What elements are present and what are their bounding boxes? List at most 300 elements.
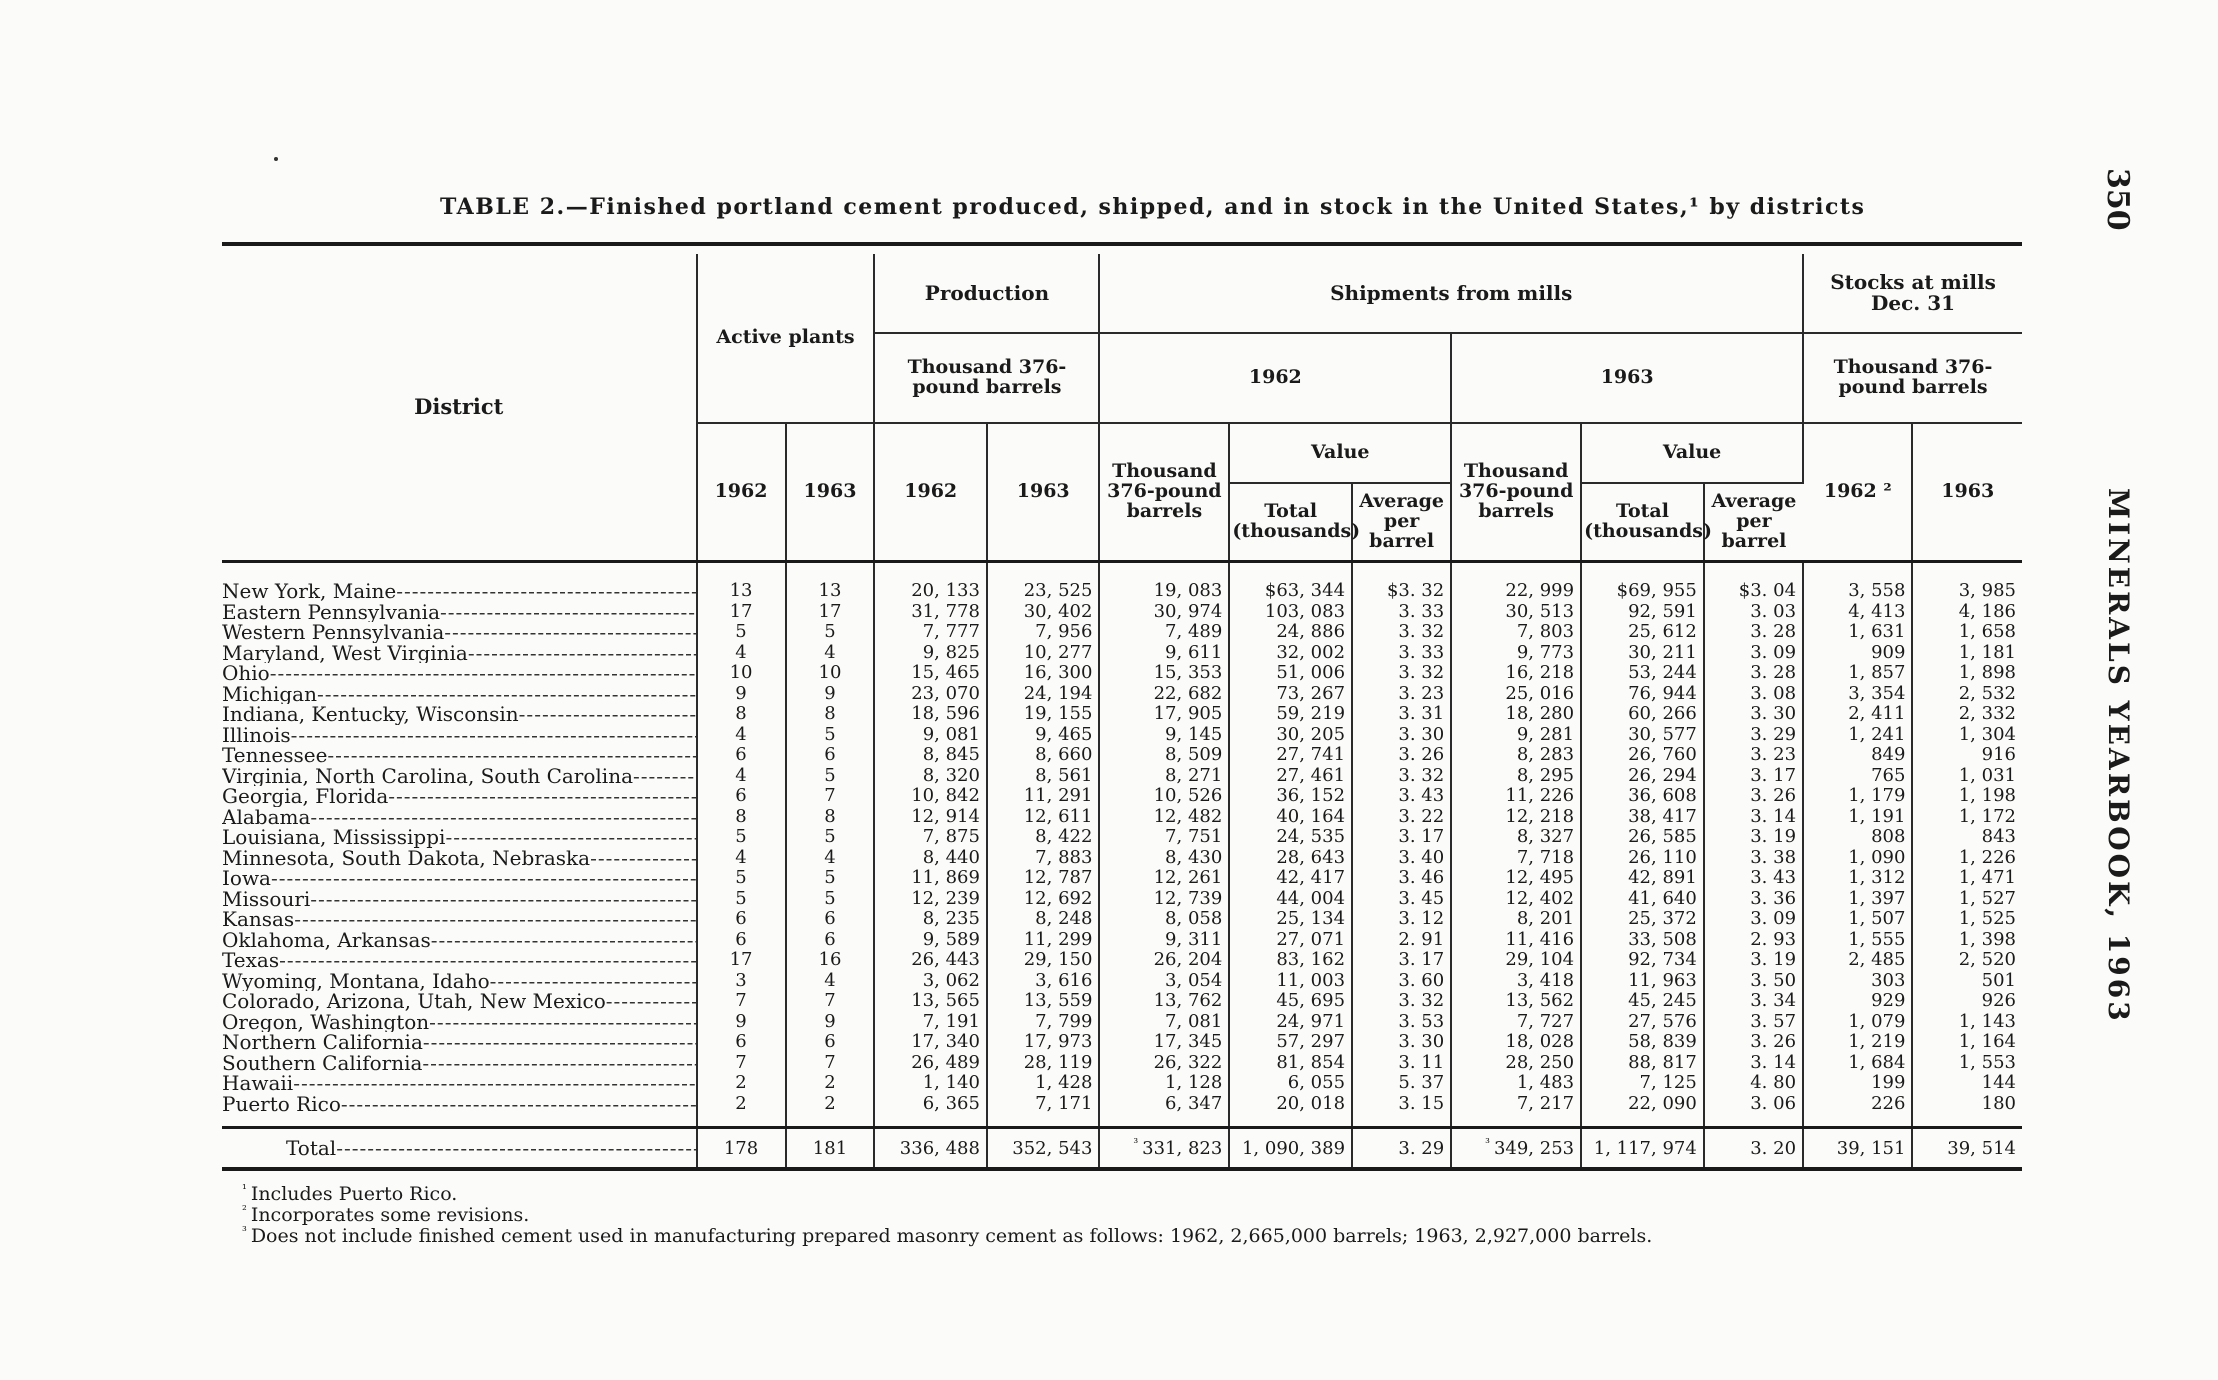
plants-1963-cell: 4 [786, 848, 875, 869]
plants-1963-cell: 5 [786, 827, 875, 848]
ship63-average-cell: 3. 17 [1704, 766, 1803, 787]
ship62-average-cell: 3. 31 [1352, 704, 1451, 725]
production-1963-cell: 12, 787 [987, 868, 1099, 889]
stocks-1963-cell: 1, 553 [1958, 1051, 2016, 1073]
total-plants-1962: 178 [697, 1128, 786, 1170]
table-row [222, 602, 2022, 623]
ship63-average-cell: 4. 80 [1704, 1073, 1803, 1094]
ship63-total-cell: 11, 963 [1581, 971, 1704, 992]
ship62-barrels-cell: 17, 345 [1099, 1032, 1229, 1053]
plants-1962-cell: 8 [697, 704, 786, 725]
production-1962-cell: 15, 465 [874, 663, 986, 684]
production-1962-cell: 31, 778 [874, 602, 986, 623]
ship63-barrels-cell: 11, 416 [1451, 930, 1581, 951]
production-1962-cell: 6, 365 [874, 1094, 986, 1128]
plants-1962-cell: 7 [697, 1053, 786, 1074]
ship63-total-cell: 30, 577 [1581, 725, 1704, 746]
production-1962-cell: 11, 869 [874, 868, 986, 889]
header-ship63-average: Average per barrel [1704, 483, 1803, 562]
footnote-ref: ³ [1133, 1135, 1139, 1150]
stocks-1963-cell: 2, 520 [1958, 949, 2016, 970]
stocks-1963-cell: 1, 471 [1958, 867, 2016, 888]
plants-1963-cell: 6 [786, 930, 875, 951]
ship62-total-cell: 6, 055 [1229, 1073, 1352, 1094]
ship62-barrels-cell: 12, 482 [1099, 807, 1229, 828]
header-production-1962: 1962 [874, 423, 986, 562]
district-cell: Oklahoma, Arkansas ----- [222, 930, 697, 951]
ship62-barrels-cell: 9, 145 [1099, 725, 1229, 746]
total-stocks-1963: 39, 514 [1912, 1128, 2022, 1170]
table-row [222, 684, 2022, 705]
header-plants-1963: 1963 [786, 423, 875, 562]
total-production-1962: 336, 488 [874, 1128, 986, 1170]
plants-1962-cell: 5 [697, 622, 786, 643]
ship63-total-cell: 30, 211 [1581, 643, 1704, 664]
table-row [222, 868, 2022, 889]
ship63-total-cell: 26, 110 [1581, 848, 1704, 869]
production-1963-cell: 19, 155 [987, 704, 1099, 725]
total-label: Total ----- [222, 1128, 697, 1170]
total-row [222, 1128, 2022, 1170]
production-1962-cell: 8, 235 [874, 909, 986, 930]
stocks-1963-cell: 180 [1981, 1092, 2016, 1114]
production-1963-cell: 16, 300 [987, 663, 1099, 684]
production-1962-cell: 20, 133 [874, 562, 986, 602]
district-cell: Western Pennsylvania ----- [222, 622, 697, 643]
footnote-3: $^{^3}$ Does not include finished cement used in manufacturing prepared masonry cement as follows: 1962, 2,665,000 barrels; 1963, 2,927,000 barrels. [242, 1223, 1653, 1247]
stocks-1962-cell: 909 [1803, 643, 1912, 664]
plants-1962-cell: 9 [697, 1012, 786, 1033]
ship62-barrels-cell: 26, 322 [1099, 1053, 1229, 1074]
footnote-2: $^{^2}$ Incorporates some revisions. [242, 1202, 530, 1226]
stocks-1963-cell: 926 [1981, 990, 2016, 1011]
ship62-barrels-cell: 9, 311 [1099, 930, 1229, 951]
ship63-average-cell: 3. 19 [1704, 950, 1803, 971]
stocks-1963-cell: 4, 186 [1958, 600, 2016, 622]
ship62-average-cell: 5. 37 [1352, 1073, 1451, 1094]
production-1963-cell: 8, 561 [987, 766, 1099, 787]
district-cell: Hawaii ----- [222, 1073, 697, 1094]
ship63-average-cell: 3. 29 [1704, 725, 1803, 746]
district-cell: Iowa ----- [222, 868, 697, 889]
stocks-1963-cell: 1, 527 [1958, 887, 2016, 909]
ship62-total-cell: 81, 854 [1229, 1053, 1352, 1074]
ship63-total-cell: 25, 612 [1581, 622, 1704, 643]
ship63-total-cell: 36, 608 [1581, 786, 1704, 807]
stocks-1963-cell: 3, 985 [1958, 580, 2016, 601]
plants-1962-cell: 6 [697, 786, 786, 807]
stocks-1963-cell: 916 [1981, 744, 2016, 765]
ship62-average-cell: 3. 15 [1352, 1094, 1451, 1128]
production-1962-cell: 17, 340 [874, 1032, 986, 1053]
header-ship63-total: Total (thousands) [1581, 483, 1704, 562]
stocks-1962-cell: 1, 191 [1803, 807, 1912, 828]
ship62-total-cell: 24, 535 [1229, 827, 1352, 848]
table-row [222, 622, 2022, 643]
production-1962-cell: 9, 589 [874, 930, 986, 951]
ship63-barrels-cell: 25, 016 [1451, 684, 1581, 705]
production-1963-cell: 23, 525 [987, 562, 1099, 602]
total-ship63-total: 1, 117, 974 [1581, 1128, 1704, 1170]
production-1962-cell: 8, 320 [874, 766, 986, 787]
ship63-average-cell: 3. 09 [1704, 643, 1803, 664]
total-ship63-barrels: $^{^3}$ 349, 253 [1451, 1128, 1581, 1170]
stocks-1962-cell: 1, 631 [1803, 622, 1912, 643]
stocks-1963-cell: 144 [1981, 1072, 2016, 1093]
table-row [222, 1012, 2022, 1033]
production-1963-cell: 10, 277 [987, 643, 1099, 664]
ship63-barrels-cell: 13, 562 [1451, 991, 1581, 1012]
header-district: District [222, 254, 697, 562]
header-production-units: Thousand 376-pound barrels [874, 333, 1099, 423]
header-production-1963: 1963 [987, 423, 1099, 562]
ship62-barrels-cell: 8, 271 [1099, 766, 1229, 787]
ship62-average-cell: 3. 60 [1352, 971, 1451, 992]
ship62-total-cell: 30, 205 [1229, 725, 1352, 746]
plants-1962-cell: 4 [697, 766, 786, 787]
district-cell: Missouri ----- [222, 889, 697, 910]
plants-1963-cell: 5 [786, 868, 875, 889]
production-1963-cell: 8, 248 [987, 909, 1099, 930]
production-1963-cell: 11, 291 [987, 786, 1099, 807]
production-1963-cell: 9, 465 [987, 725, 1099, 746]
district-cell: Oregon, Washington ----- [222, 1012, 697, 1033]
stocks-1963-cell: 1, 226 [1958, 846, 2016, 868]
table-row [222, 766, 2022, 787]
header-production: Production [874, 254, 1099, 333]
ship63-average-cell: 3. 38 [1704, 848, 1803, 869]
ship62-total-cell: 25, 134 [1229, 909, 1352, 930]
district-cell: Colorado, Arizona, Utah, New Mexico ----- [222, 991, 697, 1012]
plants-1962-cell: 6 [697, 1032, 786, 1053]
total-ship63-average: 3. 20 [1704, 1128, 1803, 1170]
plants-1962-cell: 5 [697, 889, 786, 910]
ship63-barrels-cell: 8, 295 [1451, 766, 1581, 787]
ship62-total-cell: 42, 417 [1229, 868, 1352, 889]
table-row [222, 909, 2022, 930]
ship62-average-cell: 3. 11 [1352, 1053, 1451, 1074]
plants-1962-cell: 4 [697, 643, 786, 664]
plants-1962-cell: 6 [697, 930, 786, 951]
header-ship62-barrels: Thousand 376-pound barrels [1099, 423, 1229, 562]
table-row [222, 1094, 2022, 1128]
ship63-total-cell: 7, 125 [1581, 1073, 1704, 1094]
footnote-ref: ³ [1485, 1135, 1490, 1150]
production-1962-cell: 7, 191 [874, 1012, 986, 1033]
plants-1963-cell: 5 [786, 725, 875, 746]
plants-1962-cell: 17 [697, 602, 786, 623]
ship63-total-cell: 88, 817 [1581, 1053, 1704, 1074]
district-cell: Northern California ----- [222, 1032, 697, 1053]
production-1963-cell: 7, 171 [987, 1094, 1099, 1128]
stocks-1963-cell: 1, 658 [1958, 621, 2016, 642]
ship63-barrels-cell: 12, 495 [1451, 868, 1581, 889]
production-1963-cell: 12, 611 [987, 807, 1099, 828]
district-cell: Minnesota, South Dakota, Nebraska ----- [222, 848, 697, 869]
ship62-barrels-cell: 9, 611 [1099, 643, 1229, 664]
header-ship63-barrels: Thousand 376-pound barrels [1451, 423, 1581, 562]
plants-1963-cell: 8 [786, 704, 875, 725]
stocks-1962-cell: 2, 411 [1803, 704, 1912, 725]
ship62-average-cell: 3. 17 [1352, 950, 1451, 971]
production-1962-cell: 26, 489 [874, 1053, 986, 1074]
plants-1962-cell: 3 [697, 971, 786, 992]
ship62-total-cell: 24, 971 [1229, 1012, 1352, 1033]
ship63-barrels-cell: 28, 250 [1451, 1053, 1581, 1074]
ship62-total-cell: 59, 219 [1229, 704, 1352, 725]
ship63-total-cell: 22, 090 [1581, 1094, 1704, 1128]
plants-1963-cell: 5 [786, 889, 875, 910]
ship62-barrels-cell: 13, 762 [1099, 991, 1229, 1012]
ship62-average-cell: 3. 17 [1352, 827, 1451, 848]
ship63-total-cell: 33, 508 [1581, 930, 1704, 951]
table-row [222, 950, 2022, 971]
plants-1962-cell: 10 [697, 663, 786, 684]
top-rule [222, 242, 2022, 254]
ship62-average-cell: 2. 91 [1352, 930, 1451, 951]
district-cell: Illinois ----- [222, 725, 697, 746]
ship63-barrels-cell: 9, 773 [1451, 643, 1581, 664]
ship63-total-cell: 26, 294 [1581, 766, 1704, 787]
plants-1962-cell: 13 [697, 562, 786, 602]
ship62-barrels-cell: 8, 430 [1099, 848, 1229, 869]
plants-1963-cell: 7 [786, 991, 875, 1012]
table-row [222, 1073, 2022, 1094]
stocks-1962-cell: 765 [1803, 766, 1912, 787]
ship63-average-cell: 3. 34 [1704, 991, 1803, 1012]
production-1962-cell: 9, 825 [874, 643, 986, 664]
plants-1962-cell: 6 [697, 745, 786, 766]
production-1963-cell: 11, 299 [987, 930, 1099, 951]
plants-1962-cell: 9 [697, 684, 786, 705]
plants-1963-cell: 4 [786, 971, 875, 992]
ship62-total-cell: 27, 461 [1229, 766, 1352, 787]
plants-1962-cell: 5 [697, 827, 786, 848]
plants-1963-cell: 17 [786, 602, 875, 623]
plants-1963-cell: 6 [786, 1032, 875, 1053]
ship63-average-cell: 3. 28 [1704, 663, 1803, 684]
stocks-1963-cell: 1, 304 [1958, 723, 2016, 745]
stocks-1962-cell: 849 [1803, 745, 1912, 766]
district-cell: Georgia, Florida ----- [222, 786, 697, 807]
plants-1963-cell: 5 [786, 766, 875, 787]
table-row [222, 704, 2022, 725]
ship62-barrels-cell: 7, 489 [1099, 622, 1229, 643]
ship62-barrels-cell: 30, 974 [1099, 602, 1229, 623]
plants-1962-cell: 2 [697, 1094, 786, 1128]
ship63-average-cell: 3. 06 [1704, 1094, 1803, 1128]
ship63-average-cell: 3. 30 [1704, 704, 1803, 725]
ship62-total-cell: 11, 003 [1229, 971, 1352, 992]
stocks-1962-cell: 199 [1803, 1073, 1912, 1094]
production-1963-cell: 29, 150 [987, 950, 1099, 971]
stocks-1962-cell: 1, 090 [1803, 848, 1912, 869]
ship62-barrels-cell: 8, 058 [1099, 909, 1229, 930]
ship63-average-cell: 3. 50 [1704, 971, 1803, 992]
ship63-barrels-cell: 12, 218 [1451, 807, 1581, 828]
ship63-barrels-cell: 1, 483 [1451, 1073, 1581, 1094]
plants-1962-cell: 7 [697, 991, 786, 1012]
ship62-total-cell: 51, 006 [1229, 663, 1352, 684]
production-1963-cell: 7, 799 [987, 1012, 1099, 1033]
production-1962-cell: 18, 596 [874, 704, 986, 725]
ship63-average-cell: 3. 36 [1704, 889, 1803, 910]
table-row [222, 1053, 2022, 1074]
ship63-barrels-cell: 8, 283 [1451, 745, 1581, 766]
ship63-average-cell: $3. 04 [1704, 562, 1803, 602]
footnote-1: $^{^1}$ Includes Puerto Rico. [242, 1181, 458, 1205]
ship62-barrels-cell: 17, 905 [1099, 704, 1229, 725]
table-row [222, 562, 2022, 602]
stocks-1963-cell: 2, 332 [1958, 703, 2016, 724]
ship63-average-cell: 3. 26 [1704, 786, 1803, 807]
plants-1963-cell: 13 [786, 562, 875, 602]
table-body [222, 562, 2022, 1128]
district-cell: Southern California ----- [222, 1053, 697, 1074]
ship62-total-cell: 57, 297 [1229, 1032, 1352, 1053]
ship63-barrels-cell: 8, 327 [1451, 827, 1581, 848]
ship62-average-cell: 3. 30 [1352, 1032, 1451, 1053]
ship62-average-cell: 3. 26 [1352, 745, 1451, 766]
ship62-average-cell: 3. 53 [1352, 1012, 1451, 1033]
ship62-total-cell: $63, 344 [1229, 562, 1352, 602]
stocks-1963-cell: 2, 532 [1958, 682, 2016, 704]
ship62-average-cell: 3. 32 [1352, 991, 1451, 1012]
production-1962-cell: 23, 070 [874, 684, 986, 705]
stocks-1963-cell: 1, 898 [1958, 662, 2016, 683]
stocks-1962-cell: 1, 397 [1803, 889, 1912, 910]
ship63-barrels-cell: 8, 201 [1451, 909, 1581, 930]
ship62-average-cell: 3. 32 [1352, 622, 1451, 643]
ship63-average-cell: 3. 23 [1704, 745, 1803, 766]
ship63-total-cell: 26, 760 [1581, 745, 1704, 766]
ship63-average-cell: 3. 09 [1704, 909, 1803, 930]
ship62-barrels-cell: 22, 682 [1099, 684, 1229, 705]
plants-1963-cell: 10 [786, 663, 875, 684]
ship62-average-cell: 3. 32 [1352, 663, 1451, 684]
ship63-total-cell: 45, 245 [1581, 991, 1704, 1012]
stocks-1963-cell: 1, 181 [1958, 641, 2016, 663]
production-1963-cell: 17, 973 [987, 1032, 1099, 1053]
total-ship62-total: 1, 090, 389 [1229, 1128, 1352, 1170]
ship63-average-cell: 3. 08 [1704, 684, 1803, 705]
ship63-barrels-cell: 7, 727 [1451, 1012, 1581, 1033]
stocks-1963-cell: 1, 525 [1958, 908, 2016, 929]
district-cell: Virginia, North Carolina, South Carolina ----- [222, 766, 697, 787]
ship62-total-cell: 24, 886 [1229, 622, 1352, 643]
header-stocks-units: Thousand 376-pound barrels [1803, 333, 2022, 423]
ship63-total-cell: 27, 576 [1581, 1012, 1704, 1033]
ship62-total-cell: 27, 071 [1229, 930, 1352, 951]
table-row [222, 725, 2022, 746]
production-1963-cell: 7, 883 [987, 848, 1099, 869]
table-row [222, 643, 2022, 664]
plants-1963-cell: 4 [786, 643, 875, 664]
header-ship62-average: Average per barrel [1352, 483, 1451, 562]
stocks-1962-cell: 1, 312 [1803, 868, 1912, 889]
stocks-1962-cell: 1, 555 [1803, 930, 1912, 951]
production-1963-cell: 30, 402 [987, 602, 1099, 623]
ship62-barrels-cell: 12, 261 [1099, 868, 1229, 889]
running-head-title: MINERALS YEARBOOK, 1963 [2102, 488, 2135, 1024]
production-1963-cell: 8, 660 [987, 745, 1099, 766]
stocks-1962-cell: 1, 857 [1803, 663, 1912, 684]
production-1963-cell: 24, 194 [987, 684, 1099, 705]
stocks-1963-cell: 1, 398 [1958, 928, 2016, 950]
production-1963-cell: 12, 692 [987, 889, 1099, 910]
ship63-barrels-cell: 16, 218 [1451, 663, 1581, 684]
production-1962-cell: 7, 777 [874, 622, 986, 643]
stocks-1963-cell: 1, 164 [1958, 1031, 2016, 1052]
district-cell: Michigan ----- [222, 684, 697, 705]
table-row [222, 889, 2022, 910]
header-shipments-1962: 1962 [1099, 333, 1451, 423]
stray-mark [274, 157, 278, 161]
ship62-average-cell: 3. 40 [1352, 848, 1451, 869]
production-1963-cell: 8, 422 [987, 827, 1099, 848]
ship62-barrels-cell: 15, 353 [1099, 663, 1229, 684]
ship62-average-cell: 3. 33 [1352, 643, 1451, 664]
ship63-total-cell: 42, 891 [1581, 868, 1704, 889]
production-1962-cell: 13, 565 [874, 991, 986, 1012]
plants-1963-cell: 6 [786, 745, 875, 766]
total-stocks-1962: 39, 151 [1803, 1128, 1912, 1170]
ship62-barrels-cell: 1, 128 [1099, 1073, 1229, 1094]
total-production-1963: 352, 543 [987, 1128, 1099, 1170]
ship63-total-cell: 60, 266 [1581, 704, 1704, 725]
ship63-average-cell: 3. 26 [1704, 1032, 1803, 1053]
ship62-total-cell: 83, 162 [1229, 950, 1352, 971]
production-1963-cell: 7, 956 [987, 622, 1099, 643]
ship62-average-cell: 3. 30 [1352, 725, 1451, 746]
header-active-plants: Active plants [697, 254, 875, 423]
ship63-barrels-cell: 30, 513 [1451, 602, 1581, 623]
plants-1962-cell: 4 [697, 848, 786, 869]
total-ship62-barrels: $^{^3}$ 331, 823 [1099, 1128, 1229, 1170]
data-table-container [222, 242, 2022, 1171]
ship62-barrels-cell: 3, 054 [1099, 971, 1229, 992]
table-row [222, 848, 2022, 869]
stocks-1963-cell: 1, 031 [1958, 764, 2016, 786]
production-1962-cell: 3, 062 [874, 971, 986, 992]
production-1962-cell: 12, 914 [874, 807, 986, 828]
header-stocks-1962: 1962 ² [1803, 423, 1912, 562]
plants-1963-cell: 2 [786, 1073, 875, 1094]
stocks-1963-cell: 843 [1981, 826, 2016, 847]
production-1963-cell: 13, 559 [987, 991, 1099, 1012]
ship63-average-cell: 3. 14 [1704, 1053, 1803, 1074]
ship63-barrels-cell: 18, 280 [1451, 704, 1581, 725]
ship63-barrels-cell: 3, 418 [1451, 971, 1581, 992]
header-shipments-1963: 1963 [1451, 333, 1803, 423]
ship62-average-cell: $3. 32 [1352, 562, 1451, 602]
production-1962-cell: 8, 440 [874, 848, 986, 869]
stocks-1962-cell: 226 [1803, 1094, 1912, 1128]
footnotes [242, 1181, 1653, 1247]
stocks-1962-cell: 303 [1803, 971, 1912, 992]
production-1962-cell: 1, 140 [874, 1073, 986, 1094]
ship62-average-cell: 3. 46 [1352, 868, 1451, 889]
stocks-1962-cell: 1, 079 [1803, 1012, 1912, 1033]
plants-1963-cell: 9 [786, 684, 875, 705]
district-cell: Ohio ----- [222, 663, 697, 684]
table-row [222, 930, 2022, 951]
district-cell: Eastern Pennsylvania ----- [222, 602, 697, 623]
plants-1962-cell: 8 [697, 807, 786, 828]
ship62-total-cell: 45, 695 [1229, 991, 1352, 1012]
ship62-barrels-cell: 6, 347 [1099, 1094, 1229, 1128]
ship63-average-cell: 3. 57 [1704, 1012, 1803, 1033]
